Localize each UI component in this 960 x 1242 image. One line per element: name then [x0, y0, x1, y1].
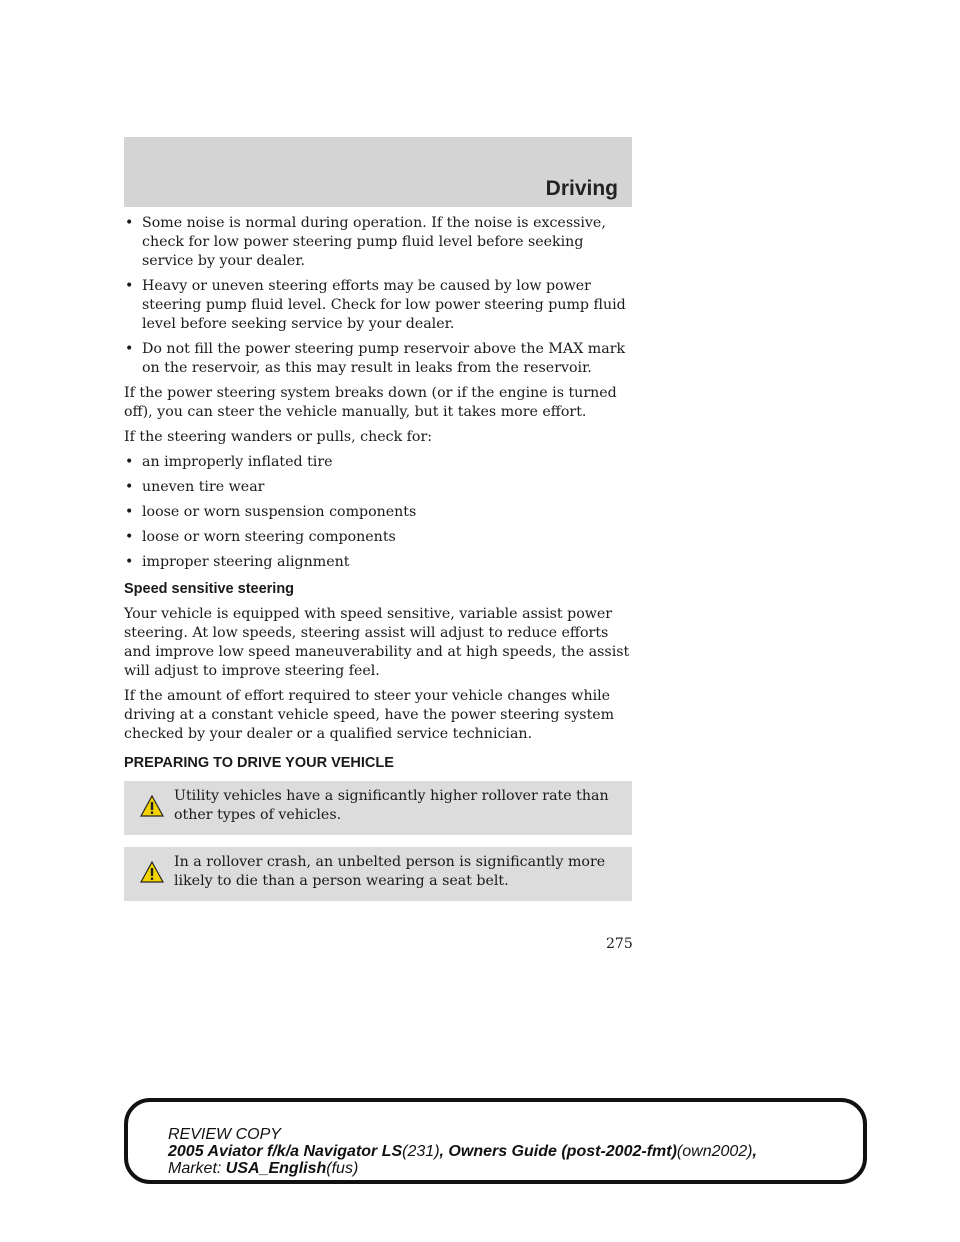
warning-box: [124, 847, 632, 901]
footer-model-code: (231): [402, 1143, 440, 1160]
bullet-item: • loose or worn suspension components: [125, 504, 417, 520]
paragraph-breakdown: If the power steering system breaks down (or if the engine is turned off), you can steer the vehicle manually, but it takes more effort.: [124, 385, 617, 420]
footer-text: [168, 1126, 868, 1177]
footer-review-copy: REVIEW COPY: [168, 1126, 281, 1143]
bullet-item: • Heavy or uneven steering efforts may be caused by low power steering pump fluid level. Check for low power steering pump fluid level before seeking service by your dealer.: [125, 278, 626, 332]
warning-triangle-icon: [140, 795, 164, 817]
footer-market-code: (fus): [326, 1160, 359, 1177]
bullet-item: • improper steering alignment: [125, 554, 350, 570]
footer-market-label: Market:: [168, 1160, 222, 1177]
warning-text: In a rollover crash, an unbelted person is significantly more likely to die than a person wearing a seat belt.: [174, 854, 606, 889]
section-title: Driving: [545, 177, 618, 200]
footer-line-model: 2005 Aviator f/k/a Navigator LS(231), Owners Guide (post-2002-fmt)(own2002),: [168, 1143, 757, 1160]
footer-guide: Owners Guide (post-2002-fmt): [448, 1143, 677, 1160]
bullet-text: Heavy or uneven steering efforts may be caused by low power steering pump fluid level. Check for low power steering pump fluid level before seeking service by your dealer.: [142, 278, 626, 332]
paragraph-speed-2: If the amount of effort required to steer your vehicle changes while driving at a constant vehicle speed, have the power steering system checked by your dealer or a qualified service technician.: [124, 688, 615, 742]
paragraph-wanders: If the steering wanders or pulls, check for:: [124, 429, 433, 445]
section-header: [124, 137, 632, 207]
heading-preparing: PREPARING TO DRIVE YOUR VEHICLE: [124, 755, 394, 771]
subheading-speed-sensitive: Speed sensitive steering: [124, 581, 295, 597]
bullet-item: • uneven tire wear: [125, 479, 265, 495]
footer-review-box: [124, 1098, 867, 1184]
warning-triangle-icon: [140, 861, 164, 883]
paragraph-speed-1: Your vehicle is equipped with speed sensitive, variable assist power steering. At low speeds, steering assist will adjust to reduce efforts and improve low speed maneuverability and at high speeds, the assist will adjust to improve steering feel.: [124, 606, 630, 679]
footer-line-market: [168, 1160, 868, 1177]
footer-model: 2005 Aviator f/k/a Navigator LS: [168, 1143, 403, 1160]
bullet-text: loose or worn steering components: [142, 529, 396, 545]
bullet-text: improper steering alignment: [142, 554, 350, 570]
bullet-text: Some noise is normal during operation. If the noise is excessive, check for low power steering pump fluid level before seeking service by your dealer.: [142, 215, 606, 269]
bullet-item: • Do not fill the power steering pump reservoir above the MAX mark on the reservoir, as this may result in leaks from the reservoir.: [125, 341, 626, 376]
footer-market: USA_English: [225, 1160, 327, 1177]
bullet-text: Do not fill the power steering pump reservoir above the MAX mark on the reservoir, as this may result in leaks from the reservoir.: [142, 341, 626, 376]
bullet-text: an improperly inflated tire: [142, 454, 333, 470]
warning-text: Utility vehicles have a significantly higher rollover rate than other types of vehicles.: [174, 788, 609, 823]
bullet-item: • loose or worn steering components: [125, 529, 396, 545]
bullet-item: • an improperly inflated tire: [125, 454, 333, 470]
bullet-text: loose or worn suspension components: [142, 504, 417, 520]
footer-guide-code: (own2002): [676, 1143, 753, 1160]
warning-box: [124, 781, 632, 835]
bullet-item: • Some noise is normal during operation. If the noise is excessive, check for low power steering pump fluid level before seeking service by your dealer.: [125, 215, 606, 269]
page-content: [124, 214, 634, 913]
bullet-text: uneven tire wear: [142, 479, 265, 495]
page-number: 275: [606, 936, 633, 952]
